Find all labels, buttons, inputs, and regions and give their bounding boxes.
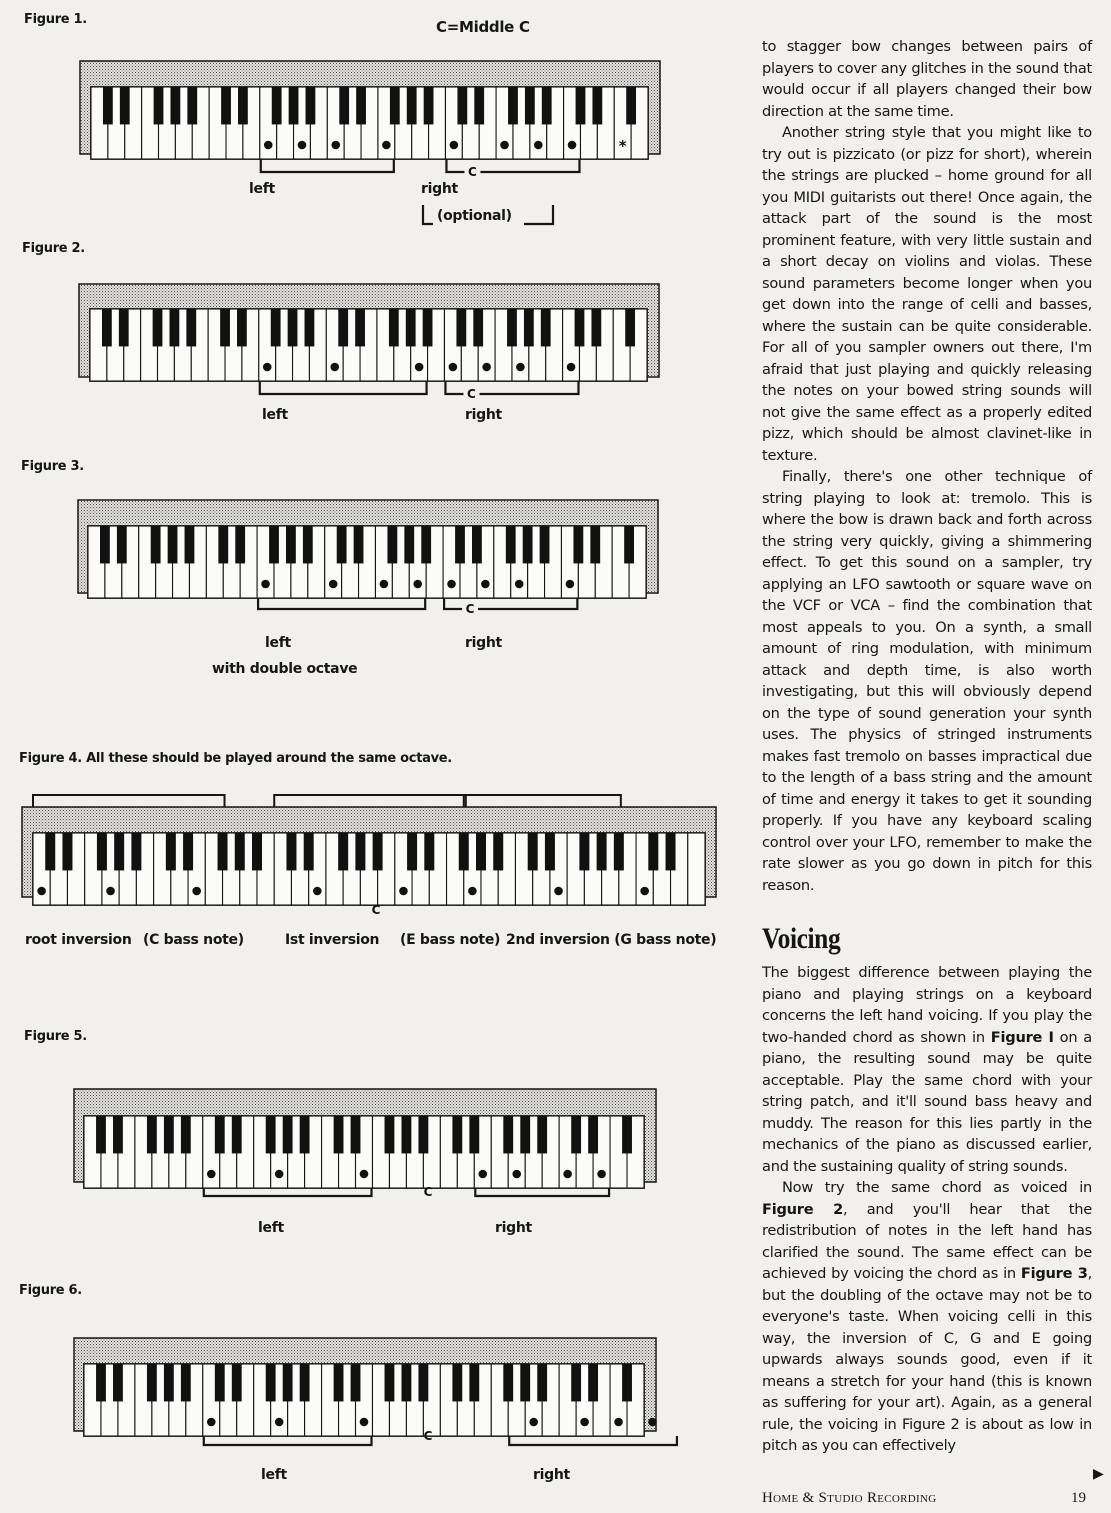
page-footer — [762, 1490, 1094, 1507]
publication-name: Home & Studio Recording — [762, 1490, 937, 1506]
figure-6-caption-right: right — [533, 1467, 570, 1483]
black-key — [300, 1364, 310, 1401]
figure-6-label: Figure 6. — [19, 1283, 82, 1298]
figure-1-label: Figure 1. — [24, 12, 87, 27]
note-dot — [580, 1418, 589, 1427]
figure-4-label: Figure 4. All these should be played around the same octave. — [19, 751, 452, 766]
note-dot — [360, 1418, 369, 1427]
figure-2-label: Figure 2. — [22, 241, 85, 256]
figure-reference: Figure I — [990, 1028, 1054, 1046]
figure-5-caption-right: right — [495, 1220, 532, 1236]
figure-5-caption-left: left — [258, 1220, 284, 1236]
figure-reference: Figure 2 — [762, 1200, 844, 1218]
figure-3-caption-right: right — [465, 635, 502, 651]
figure-4-caption-first: Ist inversion — [285, 932, 380, 948]
middle-c-label: C — [467, 387, 476, 401]
black-key — [537, 1364, 547, 1401]
section-heading-voicing: Voicing — [762, 922, 841, 955]
figure-reference: Figure 3 — [1020, 1265, 1088, 1282]
left-hand-bracket — [204, 1436, 372, 1445]
black-key — [351, 1364, 361, 1401]
black-key — [181, 1364, 191, 1401]
figure-1-caption-left: left — [249, 181, 275, 197]
figure-1-heading: C=Middle C — [436, 18, 530, 36]
figure-3-caption-left: left — [265, 635, 291, 651]
text-run: , but the doubling of the octave may not be to everyone's taste. When voicing celli in this way, the inversion of C, G and E going upwards always sounds good, even if it means a stretch for your hand (this is known as suffering for your art). Again, as a general rule, the voicing in Figure 2 is about as low in pitch as you can effectively — [762, 1265, 1092, 1454]
note-dot — [614, 1418, 623, 1427]
note-dot — [207, 1418, 216, 1427]
continue-arrow-icon: ▶ — [1093, 1467, 1104, 1482]
article-column — [762, 36, 1092, 1457]
black-key — [113, 1364, 123, 1401]
optional-note-star: * — [618, 137, 627, 155]
black-key — [334, 1364, 344, 1401]
middle-c-label: C — [423, 1429, 433, 1443]
middle-c-label: C — [371, 903, 381, 917]
page-number: 19 — [1071, 1490, 1086, 1506]
middle-c-label: C — [423, 1185, 433, 1199]
article-paragraph — [762, 962, 1092, 1177]
black-key — [588, 1364, 598, 1401]
black-key — [164, 1364, 174, 1401]
figure-1-caption-optional: (optional) — [437, 208, 512, 224]
black-key — [96, 1364, 106, 1401]
text-run: The biggest difference between playing the piano and playing strings on a keyboard concerns the left hand voicing. If you play the two-handed chord as shown in — [762, 964, 1092, 1046]
article-paragraph — [762, 1177, 1092, 1457]
black-key — [147, 1364, 157, 1401]
black-key — [452, 1364, 462, 1401]
figure-4-caption-root: root inversion — [25, 932, 132, 948]
middle-c-label: C — [465, 602, 475, 616]
article-paragraph: Another string style that you might like to try out is pizzicato (or pizz for short), wherein the strings are plucked – home ground for all you MIDI guitarists out there! Once again, the attack part of the sound is the most prominent feature, with very little sustain and a short decay on violins and violas. These sound parameters become longer when you get down into the range of celli and basses, where the sustain can be quite considerable. For all of you sampler owners out there, I'm afraid that just playing and quickly releasing the notes on your bowed string sounds will not give the same effect as a properly edited pizz, which should be almost clavinet-like in texture. — [762, 124, 1092, 464]
article-paragraph: Finally, there's one other technique of string playing to look at: tremolo. This is where the bow is drawn back and forth across the string very quickly, giving a shimmering effect. To get this sound on a sampler, try applying an LFO sawtooth or square wave on the VCF or VCA – find the combination that most appeals to you. On a synth, a small amount of ring modulation, with minimum attack and depth time, is also worth investigating, but this will obviously depend on the type of sound generation your synth uses. The physics of stringed instruments makes fast tremolo on basses impractical due to the length of a bass string and the amount of time and energy it takes to get it sounding properly. If you have any keyboard scaling control over your LFO, remember to make the rate slower as you go down in pitch for this reason. — [762, 468, 1092, 894]
figure-4-caption-c-bass: (C bass note) — [143, 932, 244, 948]
text-run: on a piano, the resulting sound may be quite acceptable. Play the same chord with your string patch, and it'll sound bass heavy and muddy. The reason for this lies partly in the mechanics of the piano as discussed earlier, and the sustaining quality of string sounds. — [762, 1028, 1092, 1175]
text-run: Now try the same chord as voiced in — [782, 1179, 1092, 1196]
black-key — [503, 1364, 513, 1401]
figure-3-label: Figure 3. — [21, 459, 84, 474]
black-key — [215, 1364, 225, 1401]
figure-5-label: Figure 5. — [24, 1029, 87, 1044]
right-hand-bracket — [509, 1436, 677, 1445]
figure-3-caption-double-octave: with double octave — [212, 661, 358, 677]
figure-4-caption-second: 2nd inversion (G bass note) — [506, 932, 717, 948]
black-key — [571, 1364, 581, 1401]
figure-1-caption-right: right — [421, 181, 458, 197]
black-key — [520, 1364, 530, 1401]
figure-4-caption-e-bass: (E bass note) — [400, 932, 501, 948]
black-key — [622, 1364, 632, 1401]
note-dot — [529, 1418, 538, 1427]
note-dot — [648, 1418, 657, 1427]
middle-c-label: C — [468, 165, 477, 179]
text-run: , and you'll hear that the redistribution of notes in the left hand has clarified the sound. The same effect can be achieved by voicing the chord as in — [762, 1200, 1093, 1282]
black-key — [385, 1364, 395, 1401]
black-key — [402, 1364, 412, 1401]
black-key — [232, 1364, 242, 1401]
black-key — [469, 1364, 479, 1401]
figure-2-caption-left: left — [262, 407, 288, 423]
black-key — [283, 1364, 293, 1401]
figure-2-caption-right: right — [465, 407, 502, 423]
black-key — [418, 1364, 428, 1401]
note-dot — [275, 1418, 284, 1427]
figure-6-caption-left: left — [261, 1467, 287, 1483]
article-paragraph: to stagger bow changes between pairs of players to cover any glitches in the sound that would occur if all players changed their bow direction at the same time. — [762, 38, 1092, 120]
black-key — [266, 1364, 276, 1401]
